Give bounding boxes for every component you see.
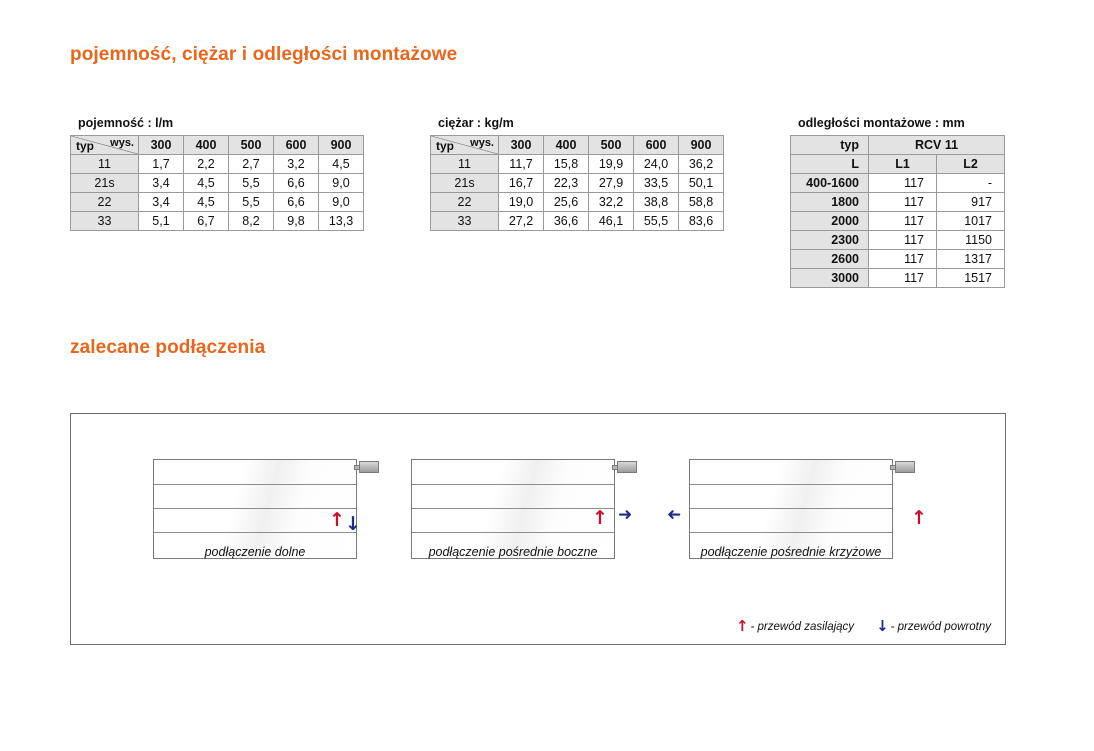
table-row	[431, 155, 724, 174]
table-cell: 55,5	[634, 212, 679, 231]
table-cell: 6,6	[274, 193, 319, 212]
table-row	[791, 174, 1005, 193]
table-cell: 13,3	[319, 212, 364, 231]
column-header-model: RCV 11	[869, 136, 1005, 155]
row-header: 1800	[791, 193, 869, 212]
legend-supply-arrow-icon: ↑	[735, 617, 749, 635]
row-header: 11	[71, 155, 139, 174]
radiator-seam	[154, 508, 356, 509]
table-cell: 46,1	[589, 212, 634, 231]
table-cell: 36,6	[544, 212, 589, 231]
row-header: 2000	[791, 212, 869, 231]
radiator-graphic-3	[689, 459, 893, 559]
row-header: 2600	[791, 250, 869, 269]
row-header: 33	[71, 212, 139, 231]
supply-arrow-icon-1: ↑	[329, 509, 345, 531]
table-row	[71, 155, 364, 174]
table-cell: 9,0	[319, 193, 364, 212]
column-header: 300	[139, 136, 184, 155]
table-cell: 1150	[937, 231, 1005, 250]
weight-table-caption: ciężar : kg/m	[438, 116, 514, 130]
table-cell: 117	[869, 250, 937, 269]
table-row	[431, 174, 724, 193]
radiator-seam	[412, 532, 614, 533]
supply-arrow-icon-3: ↑	[911, 507, 927, 529]
column-header: 400	[544, 136, 589, 155]
row-header: 21s	[431, 174, 499, 193]
diagram-caption-1: podłączenie dolne	[204, 545, 306, 559]
corner-bottom-label: typ	[436, 139, 454, 153]
table-cell: 58,8	[679, 193, 724, 212]
table-row	[791, 193, 1005, 212]
valve-icon-2	[617, 461, 637, 473]
table-cell: 1517	[937, 269, 1005, 288]
table-cell: 19,9	[589, 155, 634, 174]
radiator-seam	[412, 484, 614, 485]
table-cell: 5,1	[139, 212, 184, 231]
radiator-seam	[154, 532, 356, 533]
table-cell: 16,7	[499, 174, 544, 193]
table-cell: 6,6	[274, 174, 319, 193]
table-cell: 32,2	[589, 193, 634, 212]
table-header-row	[71, 136, 364, 155]
distance-table-caption: odległości montażowe : mm	[798, 116, 965, 130]
table-cell: -	[937, 174, 1005, 193]
table-cell: 6,7	[184, 212, 229, 231]
table-cell: 9,0	[319, 174, 364, 193]
table-cell: 3,2	[274, 155, 319, 174]
table-cell: 3,4	[139, 193, 184, 212]
radiator-seam	[690, 532, 892, 533]
subheader-L: L	[791, 155, 869, 174]
weight-table	[430, 135, 724, 231]
table-cell: 8,2	[229, 212, 274, 231]
table-cell: 117	[869, 269, 937, 288]
diagram-caption-2: podłączenie pośrednie boczne	[428, 545, 598, 559]
column-header: 300	[499, 136, 544, 155]
row-header: 33	[431, 212, 499, 231]
column-header: 500	[229, 136, 274, 155]
table-row	[791, 269, 1005, 288]
table-cell: 1017	[937, 212, 1005, 231]
column-header: 600	[634, 136, 679, 155]
row-header: 22	[71, 193, 139, 212]
row-header: 21s	[71, 174, 139, 193]
table-row	[431, 193, 724, 212]
table-row	[431, 212, 724, 231]
row-header: 3000	[791, 269, 869, 288]
corner-header-cell	[431, 136, 499, 155]
table-cell: 1,7	[139, 155, 184, 174]
capacity-table	[70, 135, 364, 231]
table-cell: 1317	[937, 250, 1005, 269]
page-title-connections: zalecane podłączenia	[70, 337, 266, 358]
diagram-legend	[736, 619, 991, 634]
row-header: 400-1600	[791, 174, 869, 193]
column-header: 900	[679, 136, 724, 155]
radiator-seam	[412, 508, 614, 509]
legend-return-label: - przewód powrotny	[890, 621, 991, 633]
table-cell: 38,8	[634, 193, 679, 212]
connections-diagram-panel	[70, 413, 1006, 645]
table-row	[71, 174, 364, 193]
column-header: 600	[274, 136, 319, 155]
table-cell: 22,3	[544, 174, 589, 193]
table-cell: 36,2	[679, 155, 724, 174]
distance-table	[790, 135, 1005, 288]
row-header: 11	[431, 155, 499, 174]
table-cell: 24,0	[634, 155, 679, 174]
return-arrow-icon-1: ↓	[345, 513, 361, 535]
radiator-graphic-1	[153, 459, 357, 559]
radiator-graphic-2	[411, 459, 615, 559]
return-arrow-right-icon-2: ➜	[618, 505, 633, 525]
column-header: 500	[589, 136, 634, 155]
subheader-L2: L2	[937, 155, 1005, 174]
column-header: 400	[184, 136, 229, 155]
table-cell: 27,2	[499, 212, 544, 231]
table-row	[791, 231, 1005, 250]
table-cell: 117	[869, 231, 937, 250]
corner-top-label: wys.	[110, 137, 134, 149]
table-cell: 117	[869, 212, 937, 231]
table-cell: 25,6	[544, 193, 589, 212]
table-cell: 117	[869, 193, 937, 212]
table-cell: 117	[869, 174, 937, 193]
valve-icon-3	[895, 461, 915, 473]
table-cell: 5,5	[229, 174, 274, 193]
corner-header-cell	[71, 136, 139, 155]
table-cell: 917	[937, 193, 1005, 212]
table-cell: 2,2	[184, 155, 229, 174]
table-cell: 3,4	[139, 174, 184, 193]
capacity-table-caption: pojemność : l/m	[78, 116, 174, 130]
table-cell: 4,5	[184, 193, 229, 212]
table-cell: 15,8	[544, 155, 589, 174]
table-cell: 27,9	[589, 174, 634, 193]
page-title-capacity: pojemność, ciężar i odległości montażowe	[70, 44, 458, 65]
diagram-caption-3: podłączenie pośrednie krzyżowe	[700, 545, 882, 559]
table-cell: 19,0	[499, 193, 544, 212]
table-row	[791, 250, 1005, 269]
radiator-seam	[154, 484, 356, 485]
table-header-row	[431, 136, 724, 155]
radiator-seam	[690, 508, 892, 509]
corner-top-label: wys.	[470, 137, 494, 149]
table-cell: 50,1	[679, 174, 724, 193]
table-row	[71, 193, 364, 212]
table-cell: 9,8	[274, 212, 319, 231]
table-cell: 5,5	[229, 193, 274, 212]
corner-bottom-label: typ	[76, 139, 94, 153]
table-cell: 83,6	[679, 212, 724, 231]
legend-supply-label: - przewód zasilający	[750, 621, 855, 633]
row-header: 22	[431, 193, 499, 212]
table-cell: 4,5	[184, 174, 229, 193]
radiator-seam	[690, 484, 892, 485]
table-cell: 4,5	[319, 155, 364, 174]
valve-icon-1	[359, 461, 379, 473]
subheader-L1: L1	[869, 155, 937, 174]
table-subheader-row	[791, 155, 1005, 174]
row-header: 2300	[791, 231, 869, 250]
column-header-typ: typ	[791, 136, 869, 155]
return-arrow-left-icon-3: ➜	[667, 505, 682, 525]
table-row	[71, 212, 364, 231]
supply-arrow-icon-2: ↑	[592, 507, 608, 529]
table-header-row	[791, 136, 1005, 155]
table-cell: 11,7	[499, 155, 544, 174]
table-cell: 33,5	[634, 174, 679, 193]
column-header: 900	[319, 136, 364, 155]
legend-return-arrow-icon: ↓	[876, 617, 889, 635]
table-row	[791, 212, 1005, 231]
table-cell: 2,7	[229, 155, 274, 174]
